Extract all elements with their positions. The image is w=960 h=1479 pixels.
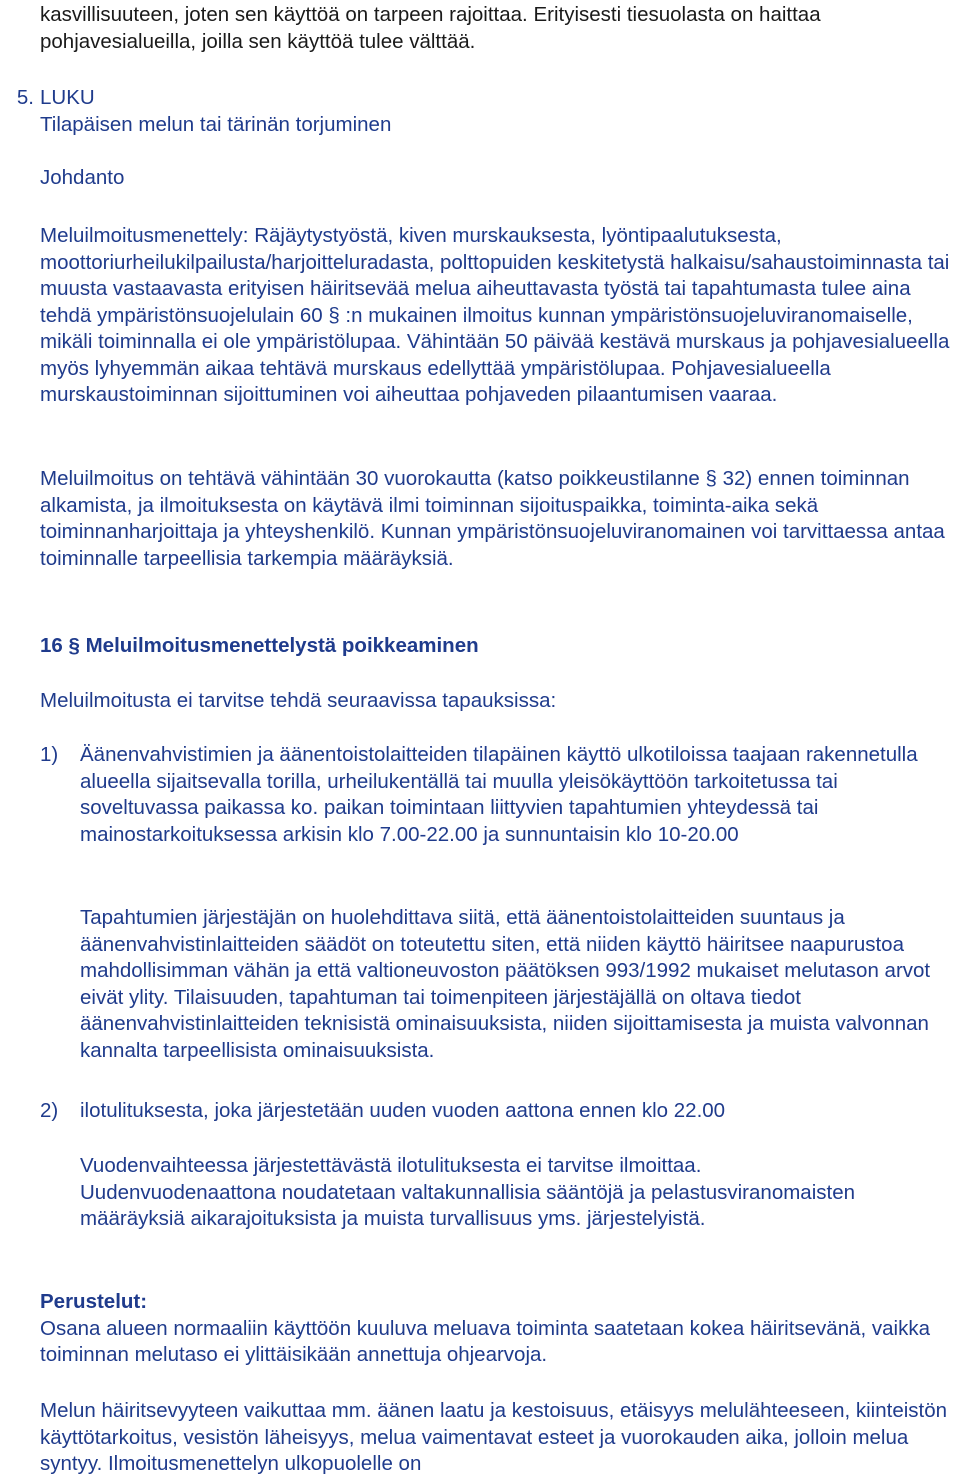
subheading-text: Johdanto — [40, 166, 125, 189]
intro-paragraph — [40, 2, 952, 55]
list-item-note-text: Tapahtumien järjestäjän on huolehdittava siitä, että äänentoistolaitteiden suuntaus ja äänenvahvistinlaitteiden säädöt on toteutettu siten, että niiden käyttö häiritsee naapurustoa mahdollisimman vähän ja että valtioneuvoston päätöksen 993/1992 mukaiset melutason arvot eivät ylity. — [80, 906, 931, 1009]
last-paragraph — [40, 1398, 952, 1478]
paragraph-2 — [40, 466, 952, 572]
paragraph-1-tail: Vähintään 50 päivää kestävä murskaus ja pohjavesialueella myös lyhyemmän aikaa tehtävä murskaus edellyttää ympäristölupaa. Pohjavesialueella murskaustoiminnan sijoittuminen voi aiheuttaa pohjaveden pilaantumisen vaaraa. — [40, 330, 950, 406]
list-item-text: ilotulituksesta, joka järjestetään uuden vuoden aattona ennen klo 22.00 — [80, 1099, 726, 1122]
list-item-number: 1) — [40, 743, 59, 766]
list-item-note — [80, 905, 952, 1064]
list-item — [80, 1098, 952, 1125]
list-item-note — [80, 1153, 952, 1233]
section-title-text: 16 § Meluilmoitusmenettelystä poikkeaminen — [40, 634, 479, 657]
section-title — [40, 633, 952, 660]
paragraph-1-text: Meluilmoitusmenettely: Räjäytystyöstä, kiven murskauksesta, lyöntipaalutuksesta, moottoriurheilukilpailusta/harjoitteluradasta, polttopuiden keskitetystä halkaisu/sahaustoiminnasta tai muusta vastaavasta erityisen häiritsevää melua aiheuttavasta työstä tai tapahtumasta tulee aina tehdä ympäristönsuojelulain 60 § :n mukainen ilmoitus kunnan ympäristönsuojeluviranomaiselle, mikäli toiminnalla ei ole ympäristölupaa. — [40, 224, 950, 353]
chapter-title: Tilapäisen melun tai tärinän torjuminen — [40, 112, 392, 136]
list-item-text: Äänenvahvistimien ja äänentoistolaitteiden tilapäinen käyttö ulkotiloissa taajaan rakennetulla alueella sijaitsevalla torilla, urheilukentällä tai muulla yleisökäyttöön tarkoitetussa tai soveltuvassa paikassa ko. paikan toimintaan liittyvien tapahtumien yhteydessä tai mainostarkoituksessa arkisin klo 7.00-22.00 ja sunnuntaisin klo 10-20.00 — [80, 743, 918, 846]
list-item — [80, 742, 952, 848]
chapter-label: LUKU — [40, 86, 95, 109]
paragraph-1 — [40, 223, 952, 409]
list-item-number: 2) — [40, 1099, 59, 1122]
chapter-heading — [40, 85, 952, 138]
paragraph-2-text: Meluilmoitus on tehtävä vähintään 30 vuorokautta (katso poikkeustilanne § 32) ennen toiminnan alkamista, ja ilmoituksesta on käytävä ilmi toiminnan sijoituspaikka, toiminta-aika sekä toiminnanharjoittaja ja yhteyshenkilö. — [40, 467, 910, 543]
intro-text: kasvillisuuteen, joten sen käyttöä on tarpeen rajoittaa. Erityisesti tiesuolasta on haittaa pohjavesialueilla, joilla sen käyttöä tulee välttää. — [40, 3, 821, 53]
paragraph-2-tail: Kunnan ympäristönsuojeluviranomainen voi tarvittaessa antaa toiminnalle tarpeellisia tarkempia määräyksiä. — [40, 520, 945, 570]
list-item-note-tail: Uudenvuodenaattona noudatetaan valtakunnallisia sääntöjä ja pelastusviranomaisten määräyksiä aikarajoituksista ja muista turvallisuus yms. järjestelyistä. — [80, 1180, 855, 1230]
perustelut-text: Osana alueen normaaliin käyttöön kuuluva meluava toiminta saatetaan kokea häiritsevänä, vaikka toiminnan melutaso ei ylittäisikään annettuja ohjearvoja. — [40, 1316, 930, 1366]
section-intro — [40, 688, 952, 715]
perustelut-label: Perustelut: — [40, 1290, 148, 1313]
subheading — [40, 165, 952, 192]
list-item-note-text: Vuodenvaihteessa järjestettävästä ilotulituksesta ei tarvitse ilmoittaa. — [80, 1154, 702, 1177]
last-paragraph-text: Melun häiritsevyyteen vaikuttaa mm. äänen laatu ja kestoisuus, etäisyys melulähteeseen, kiinteistön käyttötarkoitus, vesistön läheisyys, melua vaimentavat esteet ja vuorokauden aika, jolloin melua syntyy. Ilmoitusmenettelyn ulkopuolelle on — [40, 1399, 948, 1475]
perustelut-block — [40, 1289, 952, 1369]
list-item-note-tail: Tilaisuuden, tapahtuman tai toimenpiteen järjestäjällä on oltava tiedot äänenvahvistinlaitteiden teknisistä ominaisuuksista, niiden sijoittamisesta ja muista valvonnan kannalta tarpeellisista ominaisuuksista. — [80, 985, 929, 1062]
chapter-number: 5. — [16, 86, 34, 109]
section-intro-text: Meluilmoitusta ei tarvitse tehdä seuraavissa tapauksissa: — [40, 689, 557, 712]
